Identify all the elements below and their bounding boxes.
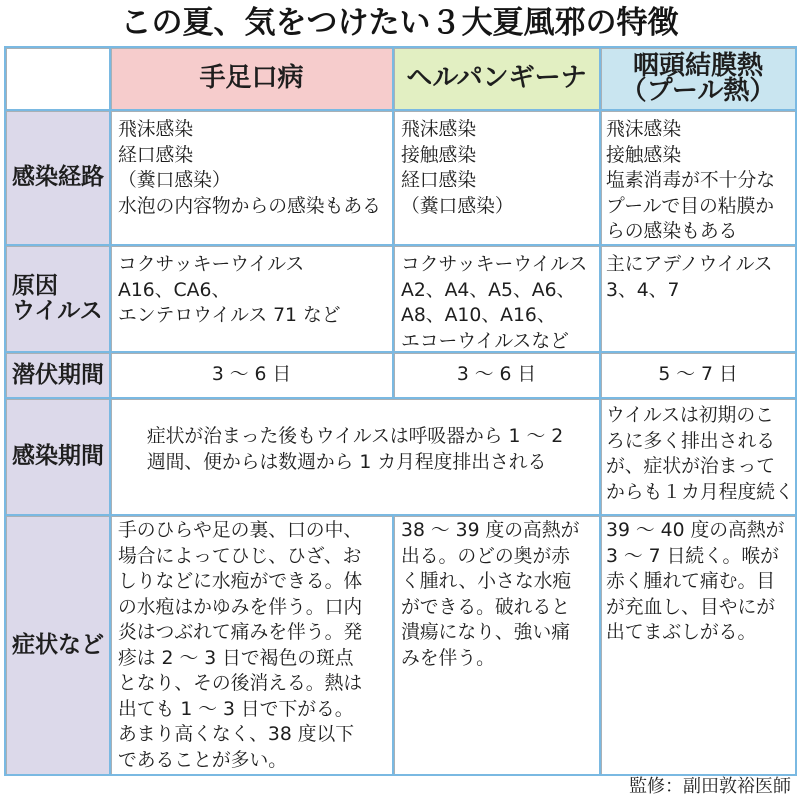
cell-line: が充血し、目やにが (606, 596, 776, 618)
cell-line: 炎はつぶれて痛みを伴う。発 (118, 622, 363, 643)
cell-line: 疹は 2 ～ 3 日で褐色の斑点 (118, 647, 354, 669)
row-header-label: 症状など (12, 631, 104, 658)
cell-line: 手のひらや足の裏、口の中、 (118, 520, 363, 541)
cell-symptoms-hand-foot-mouth (111, 516, 392, 774)
row-header-symptoms (6, 516, 109, 774)
cell-symptoms-herpangina (394, 516, 599, 774)
cell-line: コクサッキーウイルス (401, 254, 588, 275)
cell-line: 39 ～ 40 度の高熱が (606, 520, 785, 541)
cell-line: コクサッキーウイルス (118, 254, 305, 275)
cell-line: らの感染もある (606, 221, 738, 242)
cell-line: 3 ～ 7 日続く。喉が (606, 545, 779, 567)
column-header-label: ヘルパンギーナ (406, 63, 587, 93)
cell-symptoms-pharyngoconjunctival-fever (601, 516, 795, 774)
cell-line: 赤く腫れて痛む。目 (606, 571, 776, 592)
cell-line: 塩素消毒が不十分な (606, 170, 776, 191)
cell-incubation-herpangina (394, 353, 599, 397)
cell-line: 出る。のどの奥が赤 (401, 545, 571, 567)
cell-line: 出ても 1 ～ 3 日で下がる。 (118, 698, 354, 720)
cell-line: ができる。破れると (401, 596, 571, 618)
cell-line: あまり高くなく、38 度以下 (118, 724, 355, 745)
row-header-label: ウイルス (12, 297, 103, 324)
cell-line: 飛沫感染 (118, 119, 194, 140)
supervisor-credit: 監修：副田敦裕医師 (629, 776, 791, 797)
row-header-label: 原因 (12, 272, 58, 299)
cell-line: 主にアデノウイルス (606, 254, 773, 275)
row-header-label: 感染経路 (12, 164, 104, 190)
cell-line: となり、その後消える。熱は (118, 673, 363, 694)
cell-transmission-herpangina (394, 111, 599, 244)
cell-line: 水泡の内容物からの感染もある (118, 195, 381, 217)
cell-line: 接触感染 (401, 144, 477, 166)
cell-line: 3 ～ 6 日 (456, 364, 537, 386)
row-header-incubation-period (6, 353, 109, 397)
cell-line: プールで目の粘膜か (606, 195, 775, 217)
cell-line: 潰瘍になり、強い痛 (401, 622, 571, 643)
cell-virus-pharyngoconjunctival-fever (601, 246, 795, 351)
row-header-transmission-route (6, 111, 109, 244)
cell-incubation-hand-foot-mouth (111, 353, 392, 397)
row-header-label: 感染期間 (12, 443, 104, 469)
column-header-sublabel: （プール熱） (620, 75, 776, 106)
cell-line: 経口感染 (118, 144, 194, 166)
cell-line: しりなどに水疱ができる。体 (118, 571, 363, 592)
cell-line: 場合によってひじ、ひざ、お (118, 545, 362, 567)
cell-line: A2、A4、A5、A6、 (401, 279, 576, 301)
cell-line: 接触感染 (606, 144, 682, 166)
row-header-causative-virus (6, 246, 109, 351)
cell-line: 出てまぶしがる。 (606, 622, 757, 643)
cell-line: 5 ～ 7 日 (658, 364, 738, 386)
cell-virus-herpangina (394, 246, 599, 351)
column-header-hand-foot-mouth (111, 48, 392, 109)
cell-line: ウイルスは初期のこ (606, 405, 774, 426)
column-header-pharyngoconjunctival-fever (601, 48, 795, 109)
table-corner-cell (6, 48, 109, 109)
page-title: この夏、気をつけたい３大夏風邪の特徴 (120, 5, 679, 41)
cell-line: みを伴う。 (401, 647, 495, 669)
cell-transmission-pharyngoconjunctival-fever (601, 111, 795, 244)
cell-line: 症状が治まった後もウイルスは呼吸器から 1 ～ 2 (146, 426, 564, 447)
cell-line: エンテロウイルス 71 など (118, 305, 341, 326)
cell-line: 週間、便からは数週から 1 カ月程度排出される (146, 451, 547, 473)
cell-line: ろに多く排出される (606, 430, 776, 452)
cell-transmission-hand-foot-mouth (111, 111, 392, 244)
cell-infectious-pharyngoconjunctival-fever (601, 399, 795, 514)
cell-line: （糞口感染） (118, 170, 231, 191)
cell-line: （糞口感染） (401, 195, 514, 217)
row-header-infectious-period (6, 399, 109, 514)
cell-line: 飛沫感染 (401, 119, 477, 140)
cell-line: 経口感染 (401, 170, 477, 191)
cell-line: の水疱はかゆみを伴う。口内 (118, 596, 363, 618)
cell-line: エコーウイルスなど (401, 330, 569, 351)
cell-line: からも１カ月程度続く (606, 481, 794, 503)
comparison-table (4, 46, 797, 776)
column-header-label: 手足口病 (199, 63, 304, 93)
cell-line: であることが多い。 (118, 749, 288, 771)
cell-line: 38 ～ 39 度の高熱が (401, 520, 580, 541)
column-header-herpangina (394, 48, 599, 109)
cell-line: が、症状が治まって (606, 456, 776, 477)
cell-line: 3、4、7 (606, 279, 680, 301)
cell-line: 3 ～ 6 日 (211, 364, 292, 386)
cell-line: A8、A10、A16、 (401, 305, 556, 326)
cell-incubation-pharyngoconjunctival-fever (601, 353, 795, 397)
cell-virus-hand-foot-mouth (111, 246, 392, 351)
cell-line: く腫れ、小さな水疱 (401, 571, 572, 592)
row-header-label: 潜伏期間 (12, 361, 104, 388)
cell-line: 飛沫感染 (606, 119, 682, 140)
column-header-label: 咽頭結膜熱 (632, 50, 763, 81)
cell-line: A16、CA6、 (118, 279, 231, 301)
cell-infectious-hand-foot-mouth-herpangina (111, 399, 599, 514)
